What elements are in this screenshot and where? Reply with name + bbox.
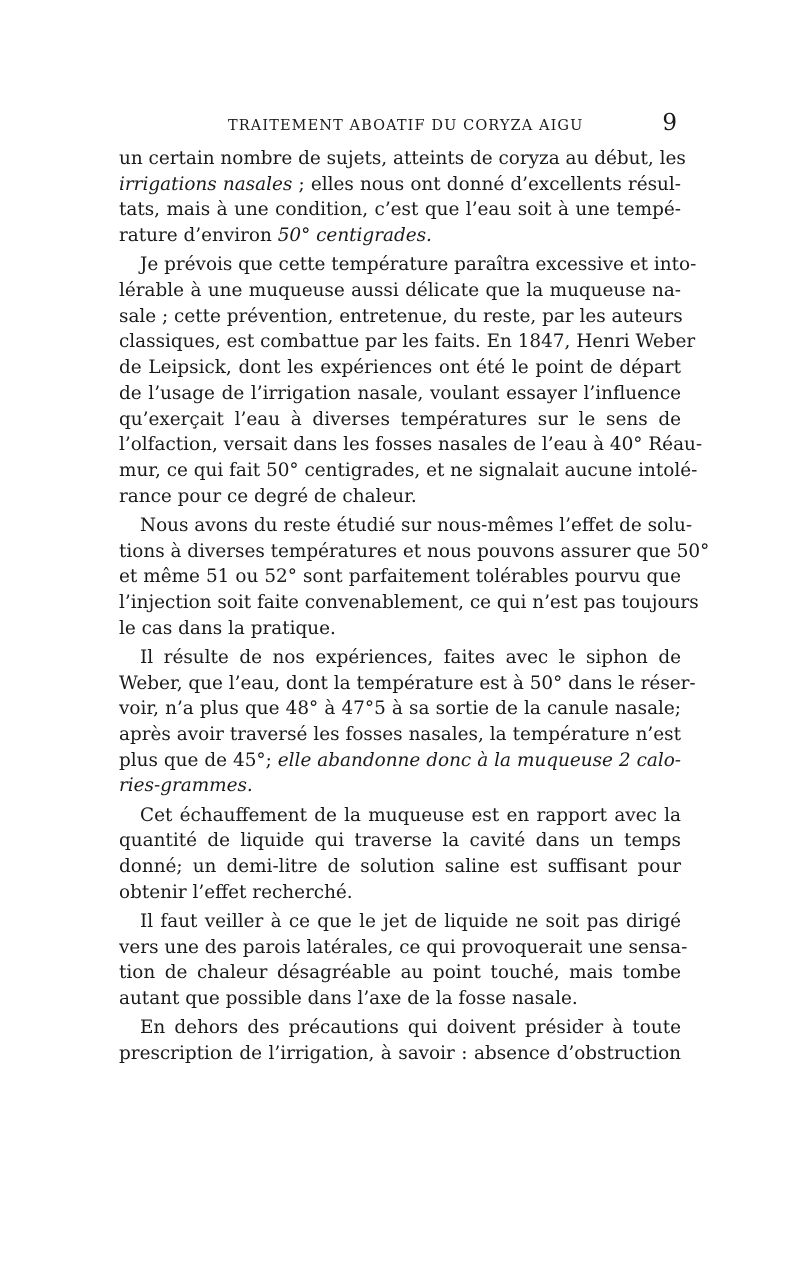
paragraph [119,146,686,249]
text-line: prescription de l’irrigation, à savoir : absence d’obstruction [119,1042,681,1064]
body-text [119,146,710,1067]
text-line: sale ; cette prévention, entretenue, du reste, par les auteurs [119,305,683,327]
text-line: un certain nombre de sujets, atteints de coryza au début, les [119,148,686,169]
text-line: lérable à une muqueuse aussi délicate que la muqueuse na- [119,280,681,302]
text-line: de l’usage de l’irrigation nasale, voulant essayer l’influence [119,382,681,404]
text-line: Il résulte de nos expériences, faites avec le siphon de [140,646,681,668]
text-line-italic [119,172,681,198]
text-line: obtenir l’effet recherché. [119,881,353,903]
text-line: voir, n’a plus que 48° à 47°5 à sa sortie de la canule nasale; [119,698,681,720]
roman-segment: rature d’environ [119,225,278,247]
emphasis: irrigations nasales [119,173,293,195]
roman-segment: ; elles nous ont donné d’excellents résul- [292,173,681,195]
text-line: après avoir traversé les fosses nasales, la température n’est [119,723,681,745]
paragraph [119,909,688,1012]
paragraph [119,1015,681,1066]
text-line: le cas dans la pratique. [119,617,336,639]
paragraph [119,803,681,906]
text-line [119,223,681,249]
emphasis: ries-grammes. [119,775,253,797]
text-line: autant que possible dans l’axe de la fosse nasale. [119,988,578,1009]
text-line: tats, mais à une condition, c’est que l’eau soit à une tempé- [119,199,681,221]
text-line: mur, ce qui fait 50° centigrades, et ne signalait aucune intolé- [119,459,698,481]
text-line: Je prévois que cette température paraîtra excessive et into- [140,254,697,276]
paragraph [119,645,696,799]
text-line: donné; un demi-litre de solution saline est suffisant pour [119,855,681,877]
running-header [119,112,681,146]
page-number: 9 [662,110,677,136]
text-line-mixed [119,748,681,774]
text-line: En dehors des précautions qui doivent présider à toute [140,1017,681,1039]
text-line: de Leipsick, dont les expériences ont été le point de départ [119,357,681,379]
text-line: rance pour ce degré de chaleur. [119,485,417,507]
text-line: qu’exerçait l’eau à diverses températures sur le sens de [119,408,681,430]
text-line-italic [119,773,681,799]
text-line: l’injection soit faite convenablement, ce qui n’est pas toujours [119,591,699,613]
text-line: classiques, est combattue par les faits. En 1847, Henri Weber [119,331,696,353]
book-page [119,110,710,1070]
text-line: Weber, que l’eau, dont la température est à 50° dans le réser- [119,672,696,694]
paragraph [119,513,710,642]
text-line: quantité de liquide qui traverse la cavité dans un temps [119,830,681,852]
text-line: vers une des parois latérales, ce qui provoquerait une sensa- [119,936,688,958]
emphasis: elle abandonne donc à la muqueuse 2 calo- [277,749,681,771]
text-line: et même 51 ou 52° sont parfaitement tolérables pourvu que [119,566,681,588]
emphasis: 50° centigrades. [277,225,432,247]
paragraph [119,252,703,509]
roman-segment: plus que de 45°; [119,749,278,771]
text-line: Nous avons du reste étudié sur nous-mêmes l’effet de solu- [140,514,693,536]
running-title: TRAITEMENT ABOATIF DU CORYZA AIGU [228,118,584,134]
text-line: Il faut veiller à ce que le jet de liquide ne soit pas dirigé [140,910,681,932]
text-line: tion de chaleur désagréable au point touché, mais tombe [119,962,681,984]
text-line: tions à diverses températures et nous pouvons assurer que 50° [119,540,710,562]
text-line: Cet échauffement de la muqueuse est en rapport avec la [140,804,681,826]
text-line: l’olfaction, versait dans les fosses nasales de l’eau à 40° Réau- [119,434,703,456]
